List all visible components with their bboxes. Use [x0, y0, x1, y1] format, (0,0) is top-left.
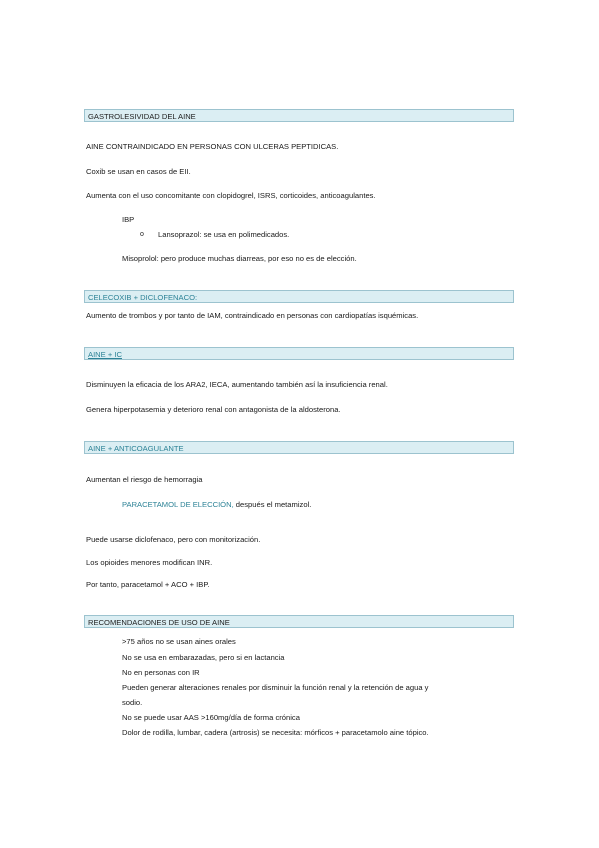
section-header-text: AINE + ANTICOAGULANTE [88, 444, 184, 453]
section-header-anticoagulante [84, 441, 514, 454]
section-header-aine-ic [84, 347, 514, 360]
paragraph-aumenta: Aumenta con el uso concomitante con clopidogrel, ISRS, corticoides, anticoagulantes. [86, 191, 376, 200]
paragraph-disminuyen: Disminuyen la eficacia de los ARA2, IECA, aumentando también así la insuficiencia renal. [86, 380, 388, 389]
paracetamol-highlight: PARACETAMOL DE ELECCIÓN, [122, 500, 234, 509]
section-header-celecoxib [84, 290, 514, 303]
paragraph-opioides: Los opioides menores modifican INR. [86, 558, 213, 567]
bullet-marker: o [140, 231, 144, 238]
recommendation-item: >75 años no se usan aines orales [122, 637, 236, 646]
recommendation-item: Dolor de rodilla, lumbar, cadera (artrosis) se necesita: mórficos + paracetamolo aine tópico. [122, 728, 429, 737]
section-header-recomendaciones [84, 615, 514, 628]
recommendation-item: No en personas con IR [122, 668, 200, 677]
label-ibp: IBP [122, 215, 135, 224]
paragraph-riesgo: Aumentan el riesgo de hemorragia [86, 475, 203, 484]
paragraph-coxib: Coxib se usan en casos de EII. [86, 167, 191, 176]
paragraph-contraindicado: AINE CONTRAINDICADO EN PERSONAS CON ULCERAS PEPTIDICAS. [86, 142, 339, 151]
section-header-text: CELECOXIB + DICLOFENACO: [88, 293, 198, 302]
paracetamol-rest: después el metamizol. [233, 500, 312, 509]
paragraph-diclofenaco: Puede usarse diclofenaco, pero con monitorización. [86, 535, 261, 544]
paragraph-por-tanto: Por tanto, paracetamol + ACO + IBP. [86, 580, 210, 589]
paragraph-hiperpotasemia: Genera hiperpotasemia y deterioro renal con antagonista de la aldosterona. [86, 405, 341, 414]
paragraph-paracetamol [122, 500, 311, 510]
paragraph-misoprolol: Misoprolol: pero produce muchas diarreas, por eso no es de elección. [122, 254, 357, 263]
recommendation-item: Pueden generar alteraciones renales por disminuir la función renal y la retención de agua y [122, 683, 429, 692]
recommendation-item: No se puede usar AAS >160mg/día de forma crónica [122, 713, 300, 722]
recommendation-item: No se usa en embarazadas, pero si en lactancia [122, 653, 285, 662]
section-header-text: RECOMENDACIONES DE USO DE AINE [88, 618, 230, 627]
section-header-text: GASTROLESIVIDAD DEL AINE [88, 112, 196, 121]
section-header-gastrolesividad [84, 109, 514, 122]
paragraph-trombos: Aumento de trombos y por tanto de IAM, contraindicado en personas con cardiopatías isquémicas. [86, 311, 419, 320]
list-item-lansoprazol: Lansoprazol: se usa en polimedicados. [158, 230, 290, 239]
recommendation-item-continuation: sodio. [122, 698, 143, 707]
section-header-text: AINE + IC [88, 350, 122, 359]
